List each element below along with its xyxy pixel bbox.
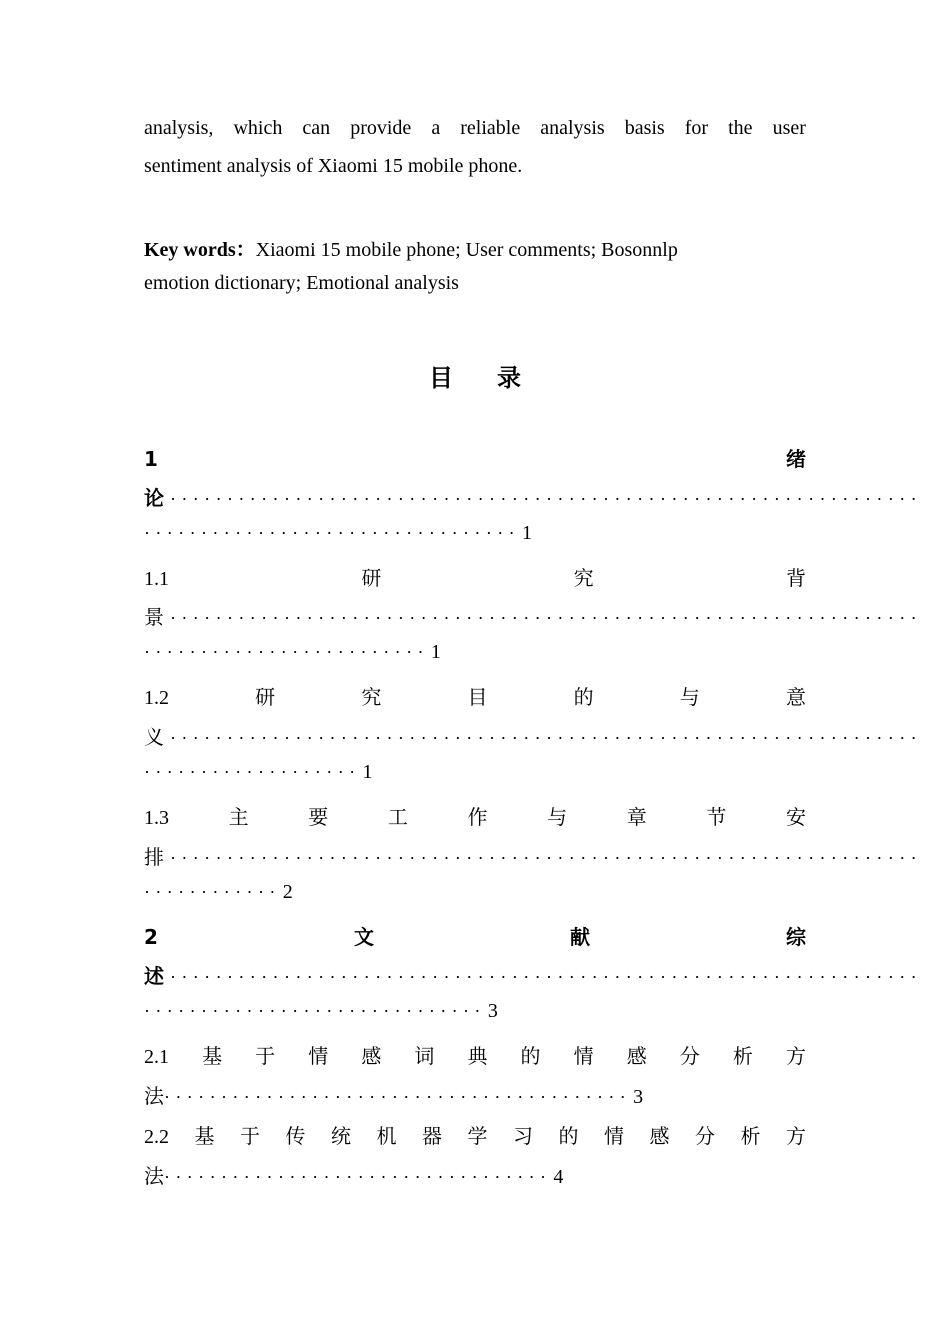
toc-entry-5-line-2 <box>144 960 923 989</box>
keywords-line-2: emotion dictionary; Emotional analysis <box>144 272 459 294</box>
toc-entry-4-word-2: 要 <box>308 807 329 829</box>
abstract-line-1-word: analysis, <box>144 117 214 139</box>
toc-entry-4-line-3 <box>144 881 806 904</box>
toc-entry-1-page: 1 <box>522 522 533 544</box>
toc-entry-1-line-2 <box>144 482 923 511</box>
toc-entry-7-word-0: 2.2 <box>144 1126 169 1148</box>
toc-entry-3-word-0: 1.2 <box>144 687 169 709</box>
toc-entry-3-leader-2: ··················· <box>144 762 361 782</box>
toc-entry-7-word-1: 基 <box>194 1126 215 1148</box>
toc-entry-2-word-1: 研 <box>361 568 382 590</box>
toc-entry-2-line-3 <box>144 641 806 664</box>
toc-title <box>0 358 950 393</box>
toc-entry-6-word-9: 感 <box>626 1046 647 1068</box>
toc-entry-5-word-3: 综 <box>785 925 806 949</box>
toc-entry-7-word-8: 习 <box>513 1126 533 1148</box>
toc-entry-1-line-1 <box>144 443 806 472</box>
toc-entry-6-word-8: 情 <box>573 1046 594 1068</box>
toc-entry-6-word-3: 情 <box>308 1046 329 1068</box>
toc-entry-4-leader-2: ············ <box>144 882 281 902</box>
toc-entry-2-line-1 <box>144 562 806 591</box>
toc-entry-7-word-7: 学 <box>467 1126 488 1148</box>
toc-entry-7-word-10: 情 <box>604 1126 624 1148</box>
toc-entry-6-word-7: 的 <box>520 1046 541 1068</box>
toc-entry-4-word-7: 节 <box>706 807 727 829</box>
toc-entry-7-word-9: 的 <box>558 1126 579 1148</box>
toc-entry-3-leader: ·································································· <box>170 728 923 748</box>
toc-entry-2-word-2: 究 <box>573 568 594 590</box>
toc-entry-7-line-2 <box>144 1160 806 1189</box>
toc-entry-3-page: 1 <box>362 761 373 783</box>
toc-entry-6-word-2: 于 <box>255 1046 276 1068</box>
toc-entry-6-word-0: 2.1 <box>144 1046 169 1068</box>
abstract-line-1-word: basis <box>624 117 665 139</box>
abstract-line-1-word: analysis <box>540 117 605 139</box>
toc-entry-6-word-11: 析 <box>732 1046 753 1068</box>
toc-entry-5-start: 述 <box>144 964 164 988</box>
toc-entry-6-line-2 <box>144 1080 806 1109</box>
abstract-line-1-word: reliable <box>460 117 521 139</box>
toc-entry-6-page: 3 <box>633 1086 644 1108</box>
toc-entry-7-page: 4 <box>553 1166 564 1188</box>
toc-entry-2-start: 景 <box>144 607 164 629</box>
toc-entry-3-word-2: 究 <box>361 687 382 709</box>
toc-title-char-1: 目 <box>429 364 453 392</box>
abstract-line-1-word: for <box>684 117 709 139</box>
toc-entry-4-word-0: 1.3 <box>144 807 169 829</box>
toc-entry-4-word-1: 主 <box>228 807 249 829</box>
toc-entry-7-word-14: 方 <box>786 1126 806 1148</box>
toc-entry-4-word-3: 工 <box>387 807 408 829</box>
toc-entry-4-word-6: 章 <box>626 807 647 829</box>
toc-entry-6-word-4: 感 <box>361 1046 382 1068</box>
abstract-line-1-word: user <box>772 117 806 139</box>
toc-entry-4-leader: ·································································· <box>170 848 923 868</box>
toc-entry-4-start: 排 <box>144 847 164 869</box>
abstract-line-1-word: provide <box>350 117 412 139</box>
toc-entry-6-line-1 <box>144 1040 806 1069</box>
toc-entry-3-start: 义 <box>144 727 164 749</box>
toc-entry-1-word-1: 绪 <box>786 447 806 471</box>
toc-entry-5-page: 3 <box>487 1000 498 1022</box>
toc-entry-6-word-1: 基 <box>202 1046 223 1068</box>
toc-entry-5-line-3 <box>144 1000 806 1023</box>
abstract-line-2: sentiment analysis of Xiaomi 15 mobile phone. <box>144 155 523 177</box>
toc-entry-7-line-1 <box>144 1120 806 1149</box>
toc-entry-1-leader: ·································································· <box>170 489 923 509</box>
toc-entry-6-word-10: 分 <box>679 1046 700 1068</box>
toc-entry-4-line-2 <box>144 841 923 870</box>
toc-entry-2-word-0: 1.1 <box>144 568 169 590</box>
toc-entry-5-leader: ·································································· <box>170 967 923 987</box>
toc-entry-7-word-3: 传 <box>285 1126 306 1148</box>
toc-entry-6-word-6: 典 <box>467 1046 488 1068</box>
toc-entry-5-word-2: 献 <box>569 925 590 949</box>
toc-entry-2-page: 1 <box>430 641 441 663</box>
toc-entry-1-line-3 <box>144 522 806 545</box>
toc-entry-3-word-1: 研 <box>255 687 276 709</box>
abstract-line-1-word: can <box>302 117 331 139</box>
toc-entry-6-leader: ········································· <box>164 1087 632 1107</box>
toc-entry-2-line-2 <box>144 601 923 630</box>
abstract-line-1-word: a <box>431 117 441 139</box>
toc-entry-3-line-1 <box>144 681 806 710</box>
toc-entry-3-word-3: 目 <box>467 687 488 709</box>
abstract-line-1-word: the <box>728 117 753 139</box>
toc-entry-5-word-1: 文 <box>353 925 374 949</box>
toc-entry-1-word-0: 1 <box>144 447 158 471</box>
toc-entry-1-start: 论 <box>144 486 164 510</box>
toc-entry-4-word-5: 与 <box>547 807 568 829</box>
toc-entry-4-word-4: 作 <box>467 807 488 829</box>
toc-entry-7-start: 法 <box>144 1166 164 1188</box>
toc-entry-7-word-11: 感 <box>649 1126 670 1148</box>
keywords-text-1: Xiaomi 15 mobile phone; User comments; Bosonnlp <box>255 239 678 261</box>
toc-entry-7-leader: ·································· <box>164 1167 552 1187</box>
toc-entry-2-leader-2: ························· <box>144 642 429 662</box>
toc-entry-7-word-5: 机 <box>376 1126 397 1148</box>
toc-entry-7-word-12: 分 <box>695 1126 715 1148</box>
toc-entry-3-line-3 <box>144 761 806 784</box>
toc-entry-5-leader-2: ······························ <box>144 1001 486 1021</box>
toc-entry-7-word-4: 统 <box>331 1126 351 1148</box>
toc-entry-5-word-0: 2 <box>144 925 158 949</box>
toc-entry-3-word-6: 意 <box>785 687 806 709</box>
toc-entry-7-word-13: 析 <box>740 1126 761 1148</box>
toc-entry-7-word-2: 于 <box>240 1126 260 1148</box>
toc-entry-4-word-8: 安 <box>786 807 806 829</box>
toc-entry-4-page: 2 <box>282 881 293 903</box>
toc-entry-3-word-5: 与 <box>679 687 700 709</box>
toc-title-char-2: 录 <box>497 364 521 392</box>
keywords-label: Key words： <box>144 239 256 261</box>
toc-entry-2-leader: ·································································· <box>170 608 923 628</box>
toc-entry-3-line-2 <box>144 721 923 750</box>
toc-entry-7-word-6: 器 <box>422 1126 442 1148</box>
toc-entry-6-start: 法 <box>144 1086 164 1108</box>
toc-entry-6-word-5: 词 <box>414 1046 435 1068</box>
toc-entry-1-leader-2: ································· <box>144 523 521 543</box>
toc-entry-2-word-3: 背 <box>785 568 806 590</box>
toc-entry-5-line-1 <box>144 921 806 950</box>
toc-entry-4-line-1 <box>144 801 806 830</box>
abstract-line-1-word: which <box>233 117 283 139</box>
toc-entry-6-word-12: 方 <box>785 1046 806 1068</box>
abstract-line-1 <box>144 117 806 140</box>
keywords-line-1 <box>144 233 806 262</box>
toc-entry-3-word-4: 的 <box>573 687 594 709</box>
